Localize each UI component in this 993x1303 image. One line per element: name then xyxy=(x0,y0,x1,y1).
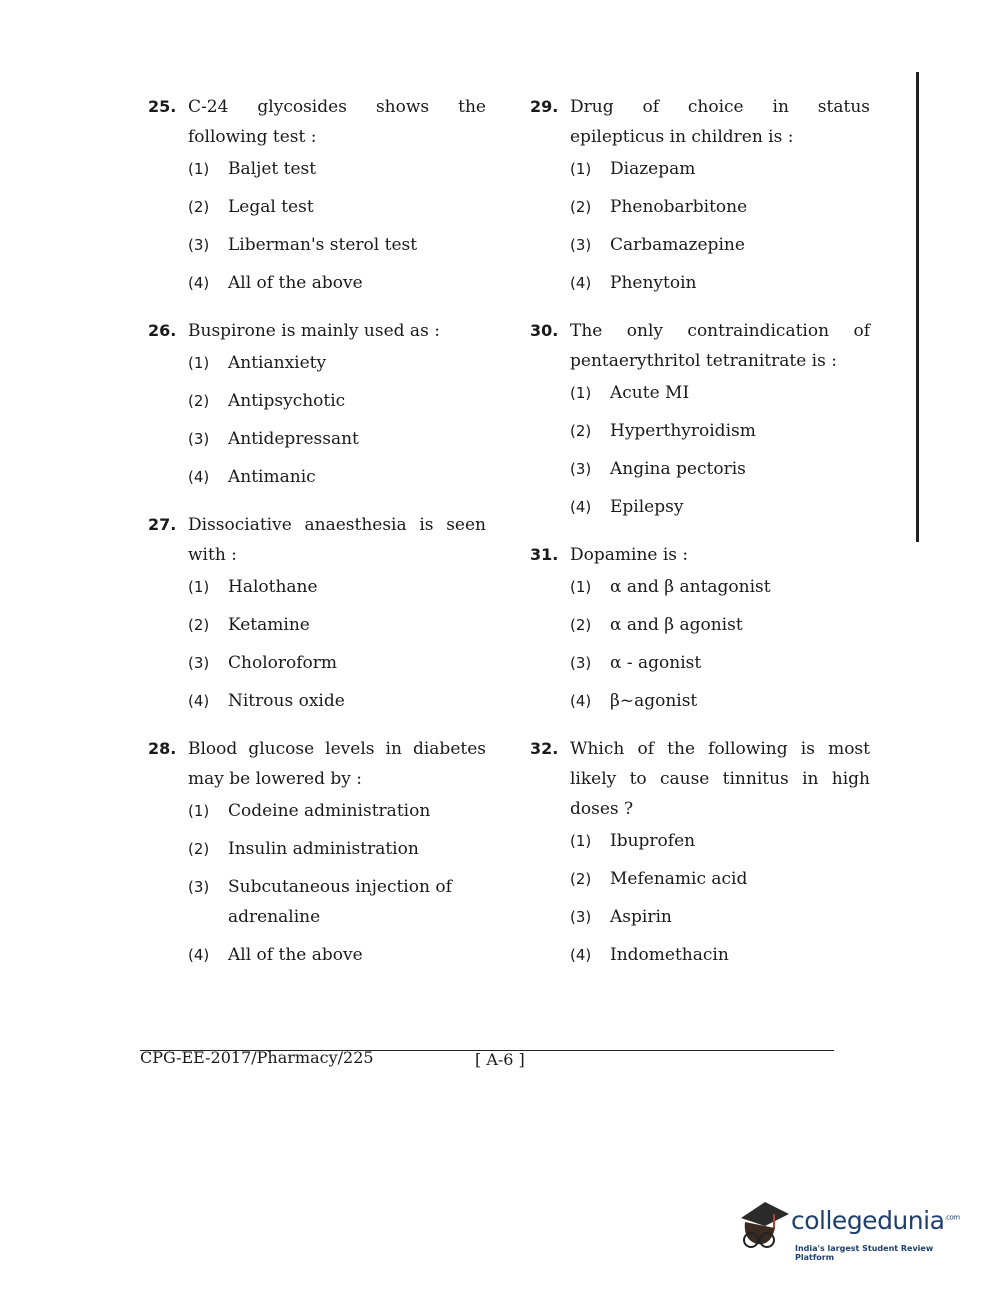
option-number: (1) xyxy=(570,160,592,178)
option-item xyxy=(570,454,870,484)
option-text: α - agonist xyxy=(610,653,702,673)
option-number: (1) xyxy=(188,354,210,372)
mascot-icon xyxy=(735,1196,791,1256)
option-item xyxy=(570,940,870,970)
option-number: (3) xyxy=(570,654,592,672)
question-text: C-24 glycosides shows the following test : xyxy=(188,97,486,147)
option-item xyxy=(188,268,486,298)
option-text: Antidepressant xyxy=(228,429,359,449)
option-text: Ibuprofen xyxy=(610,831,696,851)
option-text: All of the above xyxy=(228,945,363,965)
option-item xyxy=(188,872,486,932)
option-number: (4) xyxy=(188,946,210,964)
option-item xyxy=(570,826,870,856)
footer-page-number: [ A-6 ] xyxy=(475,1050,525,1069)
option-number: (2) xyxy=(570,616,592,634)
option-number: (3) xyxy=(188,236,210,254)
option-text: Antianxiety xyxy=(228,353,327,373)
option-number: (4) xyxy=(188,692,210,710)
option-text: Mefenamic acid xyxy=(610,869,748,889)
question-header xyxy=(148,510,486,570)
option-number: (3) xyxy=(188,430,210,448)
option-number: (2) xyxy=(188,392,210,410)
question-header xyxy=(148,734,486,794)
option-item xyxy=(188,154,486,184)
option-item xyxy=(188,686,486,716)
option-text: Codeine administration xyxy=(228,801,431,821)
option-item xyxy=(188,940,486,970)
option-number: (2) xyxy=(570,198,592,216)
option-number: (2) xyxy=(570,422,592,440)
option-item xyxy=(570,902,870,932)
option-item xyxy=(570,864,870,894)
question-number: 25. xyxy=(148,97,177,116)
question-header xyxy=(530,540,870,570)
option-number: (1) xyxy=(570,832,592,850)
option-item xyxy=(570,686,870,716)
option-text: Legal test xyxy=(228,197,314,217)
option-text: β~agonist xyxy=(610,691,698,711)
option-item xyxy=(570,572,870,602)
option-text: Phenobarbitone xyxy=(610,197,748,217)
option-text: Acute MI xyxy=(610,383,690,403)
option-text: Diazepam xyxy=(610,159,696,179)
option-number: (1) xyxy=(188,802,210,820)
option-number: (4) xyxy=(570,498,592,516)
option-list xyxy=(188,572,486,716)
option-number: (3) xyxy=(188,654,210,672)
option-number: (4) xyxy=(188,274,210,292)
option-text: α and β agonist xyxy=(610,615,743,635)
question-text: Blood glucose levels in diabetes may be lowered by : xyxy=(188,739,486,789)
question-27 xyxy=(148,510,486,716)
option-number: (2) xyxy=(188,840,210,858)
option-list xyxy=(570,572,870,716)
option-number: (3) xyxy=(188,878,210,896)
option-list xyxy=(188,348,486,492)
left-column xyxy=(148,92,486,988)
question-number: 29. xyxy=(530,97,559,116)
question-number: 30. xyxy=(530,321,559,340)
option-item xyxy=(570,610,870,640)
option-item xyxy=(188,834,486,864)
question-30 xyxy=(530,316,870,522)
question-number: 27. xyxy=(148,515,177,534)
option-text: Carbamazepine xyxy=(610,235,745,255)
question-32 xyxy=(530,734,870,970)
question-25 xyxy=(148,92,486,298)
option-number: (3) xyxy=(570,460,592,478)
option-item xyxy=(188,424,486,454)
option-number: (4) xyxy=(570,692,592,710)
question-text: Buspirone is mainly used as : xyxy=(188,321,440,341)
option-item xyxy=(188,230,486,260)
option-text: Antipsychotic xyxy=(228,391,346,411)
option-list xyxy=(570,154,870,298)
logo-tagline: India's largest Student Review Platform xyxy=(795,1244,934,1262)
option-text: Choloroform xyxy=(228,653,337,673)
question-header xyxy=(530,734,870,824)
option-item xyxy=(570,492,870,522)
option-item xyxy=(188,386,486,416)
option-text: Antimanic xyxy=(228,467,316,487)
collegedunia-logo[interactable] xyxy=(735,1196,960,1262)
option-list xyxy=(188,154,486,298)
option-number: (3) xyxy=(570,236,592,254)
option-text: Indomethacin xyxy=(610,945,729,965)
option-text: Halothane xyxy=(228,577,318,597)
logo-wordmark: collegedunia$^{.com}$ xyxy=(791,1206,960,1235)
question-header xyxy=(530,316,870,376)
option-text: All of the above xyxy=(228,273,363,293)
option-item xyxy=(570,154,870,184)
option-number: (2) xyxy=(188,198,210,216)
question-number: 31. xyxy=(530,545,559,564)
option-item xyxy=(570,378,870,408)
question-header xyxy=(148,92,486,152)
option-item xyxy=(188,192,486,222)
question-28 xyxy=(148,734,486,970)
option-number: (2) xyxy=(570,870,592,888)
option-number: (1) xyxy=(188,160,210,178)
option-text: Aspirin xyxy=(610,907,672,927)
option-number: (1) xyxy=(570,384,592,402)
option-item xyxy=(188,796,486,826)
question-header xyxy=(530,92,870,152)
option-item xyxy=(570,268,870,298)
option-list xyxy=(188,796,486,970)
option-list xyxy=(570,826,870,970)
question-31 xyxy=(530,540,870,716)
option-item xyxy=(188,462,486,492)
option-number: (2) xyxy=(188,616,210,634)
option-number: (1) xyxy=(188,578,210,596)
option-item xyxy=(188,648,486,678)
option-text: Nitrous oxide xyxy=(228,691,345,711)
option-item xyxy=(188,610,486,640)
option-item xyxy=(570,416,870,446)
option-number: (3) xyxy=(570,908,592,926)
option-number: (4) xyxy=(188,468,210,486)
option-text: Baljet test xyxy=(228,159,317,179)
question-text: Which of the following is most likely to cause tinnitus in high doses ? xyxy=(570,739,870,819)
question-header xyxy=(148,316,486,346)
right-column xyxy=(530,92,870,988)
option-text: Phenytoin xyxy=(610,273,697,293)
option-text: Hyperthyroidism xyxy=(610,421,756,441)
option-text: α and β antagonist xyxy=(610,577,771,597)
option-number: (4) xyxy=(570,274,592,292)
option-text: Liberman's sterol test xyxy=(228,235,418,255)
option-item xyxy=(570,230,870,260)
option-number: (4) xyxy=(570,946,592,964)
option-item xyxy=(188,348,486,378)
option-text: Insulin administration xyxy=(228,839,419,859)
option-item xyxy=(188,572,486,602)
question-number: 32. xyxy=(530,739,559,758)
footer-code: CPG-EE-2017/Pharmacy/225 xyxy=(140,1048,374,1067)
option-text: Ketamine xyxy=(228,615,310,635)
question-text: The only contraindication of pentaerythritol tetranitrate is : xyxy=(570,321,870,371)
option-item xyxy=(570,648,870,678)
option-text: Angina pectoris xyxy=(610,459,746,479)
option-list xyxy=(570,378,870,522)
question-number: 26. xyxy=(148,321,177,340)
question-text: Drug of choice in status epilepticus in children is : xyxy=(570,97,870,147)
option-number: (1) xyxy=(570,578,592,596)
page-edge-bar xyxy=(916,72,919,542)
question-text: Dopamine is : xyxy=(570,545,689,565)
question-29 xyxy=(530,92,870,298)
question-number: 28. xyxy=(148,739,177,758)
question-26 xyxy=(148,316,486,492)
option-text: Subcutaneous injection of adrenaline xyxy=(228,877,452,927)
option-item xyxy=(570,192,870,222)
option-text: Epilepsy xyxy=(610,497,684,517)
question-text: Dissociative anaesthesia is seen with : xyxy=(188,515,486,565)
